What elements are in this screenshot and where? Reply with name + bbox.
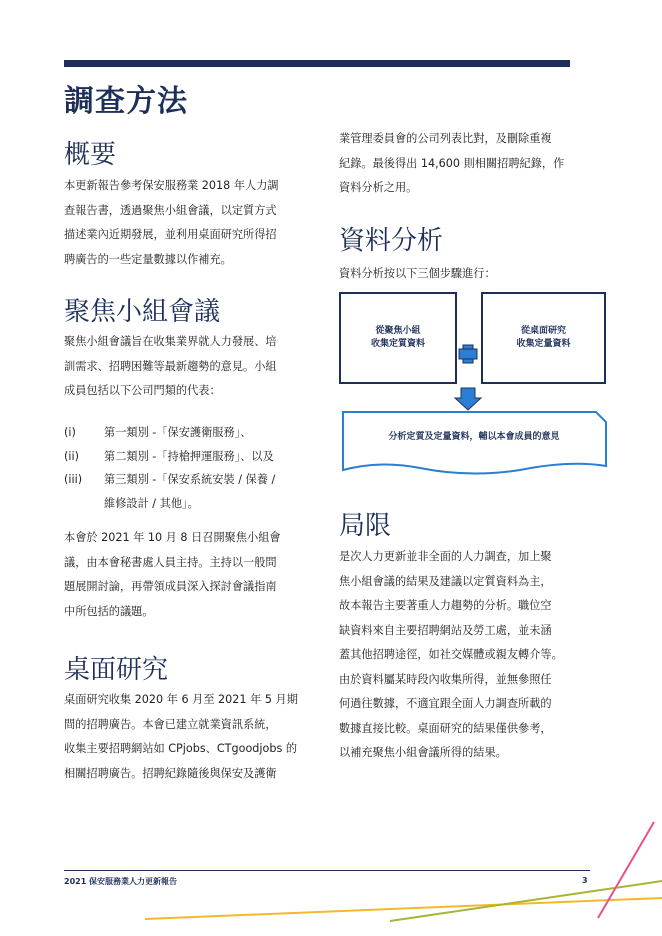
footer-title: 2021 保安服務業人力更新報告 [64,877,178,886]
overview-text: 本更新報告參考保安服務業 2018 年人力調 查報告書，透過聚焦小組會議，以定質方式 描述業內近期發展，並利用桌面研究所得招 聘廣告的一些定量數據以作補充。 [64,179,279,266]
limitations-text: 是次人力更新並非全面的人力調查，加上聚 焦小組會議的結果及建議以定質資料為主， 故本報告主要著重人力趨勢的分析。職位空 缺資料來自主要招聘網站及勞工處，並未涵 蓋其他招聘途徑，如社交媒體或親友轉介等。 由於資料屬某時段內收集所得，並無參照任 何過往數據，不適宜跟全面人力調查所載的 數據直接比較。桌面研究的結果僅供參考， 以補充聚焦小組會議所得的結果。 [339,550,563,759]
heading-focus-group: 聚焦小組會議 [64,297,221,327]
desk-research-continued: 業管理委員會的公司列表比對，及刪除重複 紀錄。最後得出 14,600 則相關招聘紀錄，作 資料分析之用。 [339,132,565,194]
step-box-quantitative: 從桌面研究 收集定量資料 [481,292,606,384]
page-title: 調查方法 [64,84,188,119]
heading-analysis: 資料分析 [339,226,444,256]
list-item: (i) 第一類別 -「保安護衛服務」、 [64,426,252,439]
list-item: (iii) 第三類別 -「保安系統安裝 / 保養 / [64,473,276,486]
meeting-text: 本會於 2021 年 10 月 8 日召開聚焦小組會 議，由本會秘書處人員主持。主持以一般問 題展開討論，再帶領成員深入探討會議指南 中所包括的議題。 [64,531,281,618]
focus-group-text: 聚焦小組會議旨在收集業界就人力發展、培 訓需求、招聘困難等最新趨勢的意見。小組 成員包括以下公司門類的代表： [64,335,277,397]
heading-limitations: 局限 [339,511,392,541]
heading-desk-research: 桌面研究 [64,655,169,685]
desk-research-text: 桌面研究收集 2020 年 6 月至 2021 年 5 月期 間的招聘廣告。本會已建立就業資訊系統， 收集主要招聘網站如 CPjobs、CTgoodjobs 的 相關招聘廣告。招聘紀錄隨後與保安及護衛 [64,693,298,780]
step-box-analysis: 分析定質及定量資料，輔以本會成員的意見 [388,431,560,442]
page-number: 3 [582,876,588,885]
heading-overview: 概要 [64,140,117,170]
step-box-qualitative: 從聚焦小組 收集定質資料 [339,292,457,384]
analysis-intro: 資料分析按以下三個步驟進行： [339,267,496,280]
list-item: (ii) 第二類別 -「持槍押運服務」、以及 [64,449,274,463]
list-item: 維修設計 / 其他」。 [104,496,199,510]
